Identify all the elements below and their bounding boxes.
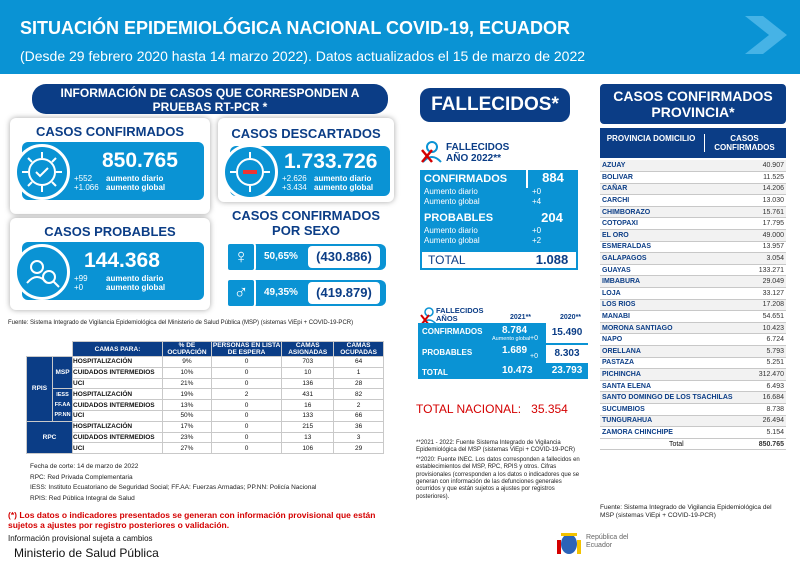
- deaths-total-value: 1.088: [535, 252, 569, 267]
- beds-cell: HOSPITALIZACIÓN: [73, 389, 163, 400]
- beds-note: RPC: Red Privada Complementaria: [30, 473, 133, 481]
- deaths-global-label: Aumento global: [424, 236, 480, 245]
- brand-chevron-icon: [745, 14, 793, 56]
- beds-cell: 10%: [163, 367, 212, 378]
- province-total-value: 850.765: [753, 438, 786, 450]
- province-name: LOJA: [600, 288, 753, 300]
- province-row: [600, 206, 786, 218]
- beds-cell: 66: [334, 410, 384, 421]
- province-value: 133.271: [753, 264, 786, 276]
- beds-cell: 215: [282, 421, 334, 432]
- beds-header: CAMAS ASIGNADAS: [282, 342, 334, 357]
- male-value-num: 419.879: [320, 285, 368, 300]
- province-value: 49.000: [753, 230, 786, 242]
- deaths-cross-icon: [420, 138, 442, 164]
- province-header: [600, 128, 786, 158]
- province-value: 26.494: [753, 415, 786, 427]
- national-total: [416, 402, 568, 416]
- beds-cell: 1: [334, 367, 384, 378]
- confirmed-global-label: aumento global: [106, 183, 166, 192]
- virus-minus-icon: [222, 144, 278, 200]
- years-probable-label: PROBABLES: [422, 348, 473, 357]
- beds-cell: UCI: [73, 410, 163, 421]
- group-rpis: RPIS: [27, 357, 53, 422]
- province-row: [600, 322, 786, 334]
- province-name: TUNGURAHUA: [600, 415, 753, 427]
- province-name: AZUAY: [600, 160, 753, 172]
- confirmed-card: [10, 118, 210, 214]
- beds-cell: HOSPITALIZACIÓN: [73, 421, 163, 432]
- deaths-2022-title: FALLECIDOS AÑO 2022**: [446, 142, 510, 164]
- province-value: 8.738: [753, 403, 786, 415]
- province-col2: CASOS CONFIRMADOS: [704, 134, 784, 152]
- warning-note: (*) Los datos o indicadores presentados se generan con información provisional que están sujetos a ajustes por registro posteriores o validación.: [8, 510, 376, 530]
- col-2021: 2021**: [510, 314, 532, 321]
- province-value: 17.795: [753, 218, 786, 230]
- beds-cell: 0: [211, 410, 281, 421]
- province-source: Fuente: Sistema Integrado de Vigilancia Epidemiológica del MSP (sistemas ViEpi + COVID-19-PCR): [600, 504, 772, 519]
- province-row: [600, 160, 786, 172]
- deaths-probable-label: PROBABLES: [424, 212, 494, 224]
- province-name: CHIMBORAZO: [600, 206, 753, 218]
- province-value: 14.206: [753, 183, 786, 195]
- sex-title: CASOS CONFIRMADOS POR SEXO: [231, 208, 381, 238]
- province-name: LOS RIOS: [600, 299, 753, 311]
- beds-cell: HOSPITALIZACIÓN: [73, 357, 163, 368]
- province-name: MORONA SANTIAGO: [600, 322, 753, 334]
- province-name: ESMERALDAS: [600, 241, 753, 253]
- province-name: ORELLANA: [600, 346, 753, 358]
- years-probable-2021: 1.689: [502, 345, 528, 356]
- province-name: BOLIVAR: [600, 172, 753, 184]
- province-total-row: [600, 438, 786, 450]
- province-row: [600, 392, 786, 404]
- probable-global-label: aumento global: [106, 283, 166, 292]
- probable-card: [10, 218, 210, 310]
- beds-cell: 50%: [163, 410, 212, 421]
- province-row: [600, 415, 786, 427]
- years-probable-2021-plus: +0: [530, 353, 538, 360]
- page-subtitle: (Desde 29 febrero 2020 hasta 14 marzo 2022). Datos actualizados el 15 de marzo de 2022: [20, 48, 586, 64]
- rtpcr-title: INFORMACIÓN DE CASOS QUE CORRESPONDEN A PRUEBAS RT-PCR *: [32, 84, 388, 114]
- beds-cell: 17%: [163, 421, 212, 432]
- deaths-total-label: TOTAL: [428, 253, 466, 267]
- province-row: [600, 172, 786, 184]
- beds-header: % DE OCUPACIÓN: [163, 342, 212, 357]
- province-value: 15.761: [753, 206, 786, 218]
- province-row: [600, 241, 786, 253]
- beds-cell: 16: [282, 400, 334, 411]
- province-row: [600, 264, 786, 276]
- province-row: [600, 334, 786, 346]
- province-value: 13.957: [753, 241, 786, 253]
- province-table: [600, 160, 786, 450]
- province-total-label: Total: [600, 438, 753, 450]
- province-value: 17.208: [753, 299, 786, 311]
- beds-cell: CUIDADOS INTERMEDIOS: [73, 367, 163, 378]
- deaths-confirmed-value: 884: [526, 170, 578, 188]
- discarded-value: 1.733.726: [284, 150, 378, 173]
- province-row: [600, 427, 786, 439]
- beds-note: RPIS: Red Pública Integral de Salud: [30, 494, 135, 502]
- col-2020: 2020**: [560, 314, 582, 321]
- beds-notes: [30, 462, 316, 504]
- deaths-confirmed-label: CONFIRMADOS: [424, 173, 508, 185]
- years-confirmed-2021-sub: Aumento global: [492, 336, 531, 342]
- sub-ffaa: FF.AA: [54, 402, 71, 409]
- province-value: 16.684: [753, 392, 786, 404]
- group-rpc: RPC: [27, 421, 73, 453]
- deaths-notes: [416, 440, 588, 501]
- beds-cell: 2: [211, 389, 281, 400]
- beds-cell: 64: [334, 357, 384, 368]
- left-source-note: Fuente: Sistema Integrado de Vigilancia Epidemiológica del Ministerio de Salud Pública (MSP) (sistemas ViEpi + COVID-19-PCR): [8, 320, 354, 326]
- province-name: GUAYAS: [600, 264, 753, 276]
- probable-daily-label: aumento diario: [106, 274, 164, 283]
- province-row: [600, 346, 786, 358]
- beds-cell: 133: [282, 410, 334, 421]
- province-row: [600, 380, 786, 392]
- deaths-daily-label: Aumento diario: [424, 226, 478, 235]
- years-confirmed-2021: 8.784: [502, 325, 528, 336]
- female-row: [226, 244, 386, 270]
- sub-ppnn: PP.NN: [54, 412, 71, 419]
- province-name: SANTA ELENA: [600, 380, 753, 392]
- province-row: [600, 357, 786, 369]
- province-value: 5.793: [753, 346, 786, 358]
- province-name: GALAPAGOS: [600, 253, 753, 265]
- beds-cell: 23%: [163, 432, 212, 443]
- beds-header: CAMAS OCUPADAS: [334, 342, 384, 357]
- probable-title: CASOS PROBABLES: [44, 224, 176, 239]
- female-value: (430.886): [308, 246, 380, 268]
- deaths-years-title: FALLECIDOS AÑOS: [436, 306, 484, 323]
- province-name: CARCHI: [600, 195, 753, 207]
- beds-cell: 0: [211, 443, 281, 454]
- beds-cell: 0: [211, 357, 281, 368]
- years-confirmed-2021-plus: +0: [530, 335, 538, 342]
- male-value: (419.879): [308, 282, 380, 304]
- province-value: 312.470: [753, 369, 786, 381]
- province-name: EL ORO: [600, 230, 753, 242]
- province-row: [600, 369, 786, 381]
- male-pct: 49,35%: [264, 287, 298, 298]
- years-probable-2020: 8.303: [546, 345, 588, 363]
- discarded-card: [218, 118, 394, 202]
- sub-iess: IESS: [56, 392, 69, 399]
- beds-cell: 36: [334, 421, 384, 432]
- beds-cell: UCI: [73, 378, 163, 389]
- deaths-years-box: [418, 323, 588, 379]
- province-value: 3.054: [753, 253, 786, 265]
- beds-cell: 431: [282, 389, 334, 400]
- sub-iess-ffaa-ppnn: [53, 389, 73, 421]
- confirmed-title: CASOS CONFIRMADOS: [35, 124, 185, 139]
- female-icon: ♀: [226, 242, 256, 272]
- probable-global: +0: [74, 283, 84, 292]
- beds-cell: 9%: [163, 357, 212, 368]
- beds-cell: 2: [334, 400, 384, 411]
- province-row: [600, 230, 786, 242]
- national-total-label: TOTAL NACIONAL:: [416, 402, 522, 416]
- probable-value: 144.368: [84, 249, 160, 272]
- beds-cell: 10: [282, 367, 334, 378]
- confirmed-global: +1.066: [74, 183, 99, 192]
- deaths-confirmed-daily: +0: [532, 187, 542, 196]
- years-confirmed-label: CONFIRMADOS: [422, 327, 483, 336]
- national-total-value: 35.354: [531, 402, 568, 416]
- province-row: [600, 276, 786, 288]
- discarded-title: CASOS DESCARTADOS: [231, 126, 381, 141]
- province-name: MANABI: [600, 311, 753, 323]
- virus-check-icon: [14, 144, 70, 200]
- deaths-probable-daily: +0: [532, 226, 542, 235]
- beds-cell: 13%: [163, 400, 212, 411]
- province-row: [600, 288, 786, 300]
- deaths-probable-value: 204: [541, 210, 563, 225]
- beds-header: PERSONAS EN LISTA DE ESPERA: [212, 342, 281, 356]
- years-total-2021: 10.473: [502, 365, 533, 376]
- province-name: PICHINCHA: [600, 369, 753, 381]
- search-person-icon: [14, 244, 70, 300]
- male-row: [226, 280, 386, 306]
- beds-note: Fecha de corte: 14 de marzo de 2022: [30, 463, 139, 470]
- deaths-2022-box: [420, 170, 578, 270]
- province-col1: PROVINCIA DOMICILIO: [606, 134, 696, 143]
- beds-cell: 0: [211, 432, 281, 443]
- confirmed-daily: +552: [74, 174, 93, 183]
- province-row: [600, 195, 786, 207]
- province-name: SUCUMBIOS: [600, 403, 753, 415]
- province-value: 33.127: [753, 288, 786, 300]
- province-value: 6.493: [753, 380, 786, 392]
- province-value: 5.251: [753, 357, 786, 369]
- province-name: CAÑAR: [600, 183, 753, 195]
- discarded-global: +3.434: [282, 183, 307, 192]
- beds-cell: 28: [334, 378, 384, 389]
- province-name: IMBABURA: [600, 276, 753, 288]
- beds-table: [26, 341, 384, 454]
- province-row: [600, 299, 786, 311]
- ministry-name: Ministerio de Salud Pública: [14, 546, 159, 560]
- discarded-global-label: aumento global: [314, 183, 374, 192]
- deaths-title: FALLECIDOS*: [420, 88, 570, 122]
- beds-cell: 19%: [163, 389, 212, 400]
- beds-cell: 136: [282, 378, 334, 389]
- province-row: [600, 218, 786, 230]
- beds-cell: 29: [334, 443, 384, 454]
- years-total-2020: 23.793: [551, 365, 583, 376]
- beds-cell: 21%: [163, 378, 212, 389]
- probable-daily: +99: [74, 274, 88, 283]
- deaths-global-label: Aumento global: [424, 197, 480, 206]
- province-title: CASOS CONFIRMADOS PROVINCIA*: [600, 84, 786, 124]
- beds-header: CAMAS PARA:: [73, 342, 163, 357]
- province-row: [600, 253, 786, 265]
- deaths-note: **2021 - 2022: Fuente Sistema Integrado de Vigilancia Epidemiológica del MSP (sistemas ViEpi + COVID-19-PCR): [416, 440, 576, 454]
- female-pct: 50,65%: [264, 251, 298, 262]
- beds-cell: 0: [211, 421, 281, 432]
- logo-text: República del Ecuador: [586, 534, 629, 549]
- province-name: COTOPAXI: [600, 218, 753, 230]
- province-value: 54.651: [753, 311, 786, 323]
- province-name: NAPO: [600, 334, 753, 346]
- beds-cell: CUIDADOS INTERMEDIOS: [73, 400, 163, 411]
- beds-cell: 0: [211, 400, 281, 411]
- beds-cell: 0: [211, 378, 281, 389]
- years-confirmed-2020: 15.490: [546, 323, 588, 343]
- deaths-note: **2020: Fuente INEC. Los datos corresponden a fallecidos en establecimientos del MSP, RPC, RPIS y otros. Cifras provisionales (corresponden a los datos o indicadores que se generan con información de las defunciones generales ocurridos y que están sujetos a ajustes por registros posteriores).: [416, 456, 580, 500]
- deaths-confirmed-global: +4: [532, 197, 542, 206]
- beds-cell: 13: [282, 432, 334, 443]
- discarded-daily: +2.626: [282, 174, 307, 183]
- province-name: ZAMORA CHINCHIPE: [600, 427, 753, 439]
- years-total-label: TOTAL: [422, 368, 448, 377]
- confirmed-value: 850.765: [102, 149, 178, 172]
- beds-cell: 703: [282, 357, 334, 368]
- discarded-daily-label: aumento diario: [314, 174, 372, 183]
- beds-cell: 106: [282, 443, 334, 454]
- province-value: 6.724: [753, 334, 786, 346]
- province-row: [600, 183, 786, 195]
- sub-msp: MSP: [53, 357, 73, 389]
- beds-cell: 0: [211, 367, 281, 378]
- beds-cell: 3: [334, 432, 384, 443]
- deaths-daily-label: Aumento diario: [424, 187, 478, 196]
- province-value: 11.525: [753, 172, 786, 184]
- ecuador-coat-of-arms-icon: [556, 528, 582, 558]
- female-value-num: 430.886: [320, 249, 368, 264]
- province-value: 13.030: [753, 195, 786, 207]
- province-name: SANTO DOMINGO DE LOS TSACHILAS: [600, 392, 753, 404]
- province-value: 5.154: [753, 427, 786, 439]
- male-icon: ♂: [226, 278, 256, 308]
- beds-cell: 27%: [163, 443, 212, 454]
- province-value: 10.423: [753, 322, 786, 334]
- beds-cell: UCI: [73, 443, 163, 454]
- beds-cell: 82: [334, 389, 384, 400]
- beds-corner: [27, 342, 73, 357]
- province-row: [600, 311, 786, 323]
- province-value: 29.049: [753, 276, 786, 288]
- province-row: [600, 403, 786, 415]
- province-value: 40.907: [753, 160, 786, 172]
- confirmed-daily-label: aumento diario: [106, 174, 164, 183]
- province-name: PASTAZA: [600, 357, 753, 369]
- beds-note: IESS: Instituto Ecuatoriano de Seguridad Social; FF.AA: Fuerzas Armadas; PP.NN: Policía Nacional: [30, 484, 317, 491]
- page-title: SITUACIÓN EPIDEMIOLÓGICA NACIONAL COVID-19, ECUADOR: [20, 18, 571, 38]
- deaths-probable-global: +2: [532, 236, 542, 245]
- provisional-note: Información provisional sujeta a cambios: [8, 534, 153, 543]
- beds-cell: CUIDADOS INTERMEDIOS: [73, 432, 163, 443]
